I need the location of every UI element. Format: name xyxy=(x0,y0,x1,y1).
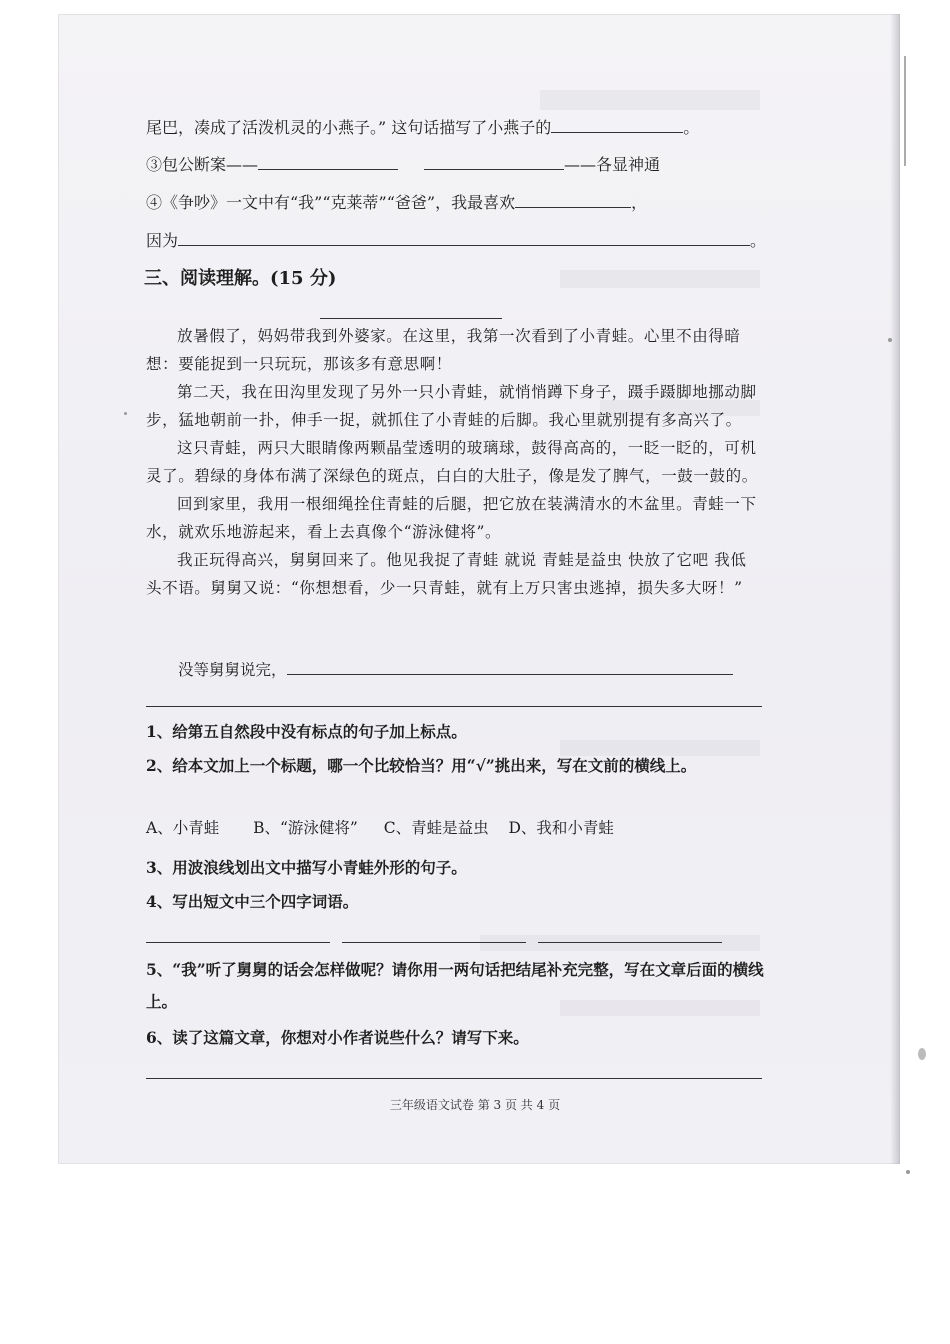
fill-line-1 xyxy=(146,115,699,138)
fill-line-4-start: 因为 xyxy=(146,231,179,250)
scan-scratch xyxy=(904,56,906,166)
reading-passage xyxy=(146,322,762,602)
bleed-through-mark xyxy=(560,270,760,288)
question-4: 4、写出短文中三个四字词语。 xyxy=(146,892,359,911)
question-1: 1、给第五自然段中没有标点的句子加上标点。 xyxy=(146,722,467,741)
answer-line-q6[interactable] xyxy=(146,1078,762,1079)
title-options xyxy=(146,816,614,838)
ending-blank-line[interactable] xyxy=(146,706,762,707)
passage-paragraph-5: 我正玩得高兴，舅舅回来了。他见我捉了青蛙 就说 青蛙是益虫 快放了它吧 我低头不语。舅舅又说：“你想想看，少一只青蛙，就有上万只害虫逃掉，损失多大呀！” xyxy=(146,551,747,597)
answer-blank[interactable] xyxy=(178,230,750,246)
bleed-through-mark xyxy=(480,935,760,951)
ending-blank[interactable] xyxy=(287,659,733,675)
question-6: 6、读了这篇文章，你想对小作者说些什么？请写下来。 xyxy=(146,1028,529,1047)
option-b[interactable]: B、“游泳健将” xyxy=(253,819,358,837)
passage-paragraph-3: 这只青蛙，两只大眼睛像两颗晶莹透明的玻璃球，鼓得高高的，一眨一眨的，可机灵了。碧绿的身体布满了深绿色的斑点，白白的大肚子，像是发了脾气，一鼓一鼓的。 xyxy=(146,439,758,485)
option-d[interactable]: D、我和小青蛙 xyxy=(508,819,614,837)
answer-blank[interactable] xyxy=(424,154,564,170)
scan-speck xyxy=(906,1170,910,1174)
answer-blank[interactable] xyxy=(551,117,683,133)
word-blank-1[interactable] xyxy=(146,942,330,943)
scan-speck xyxy=(124,412,127,415)
scan-speck xyxy=(888,338,892,342)
page-footer: 三年级语文试卷 第 3 页 共 4 页 xyxy=(389,1098,561,1112)
bleed-through-mark xyxy=(540,90,760,110)
passage-last-line xyxy=(146,658,733,680)
option-c[interactable]: C、青蛙是益虫 xyxy=(383,819,489,837)
passage-paragraph-1: 放暑假了，妈妈带我到外婆家。在这里，我第一次看到了小青蛙。心里不由得暗想：要能捉到一只玩玩，那该多有意思啊！ xyxy=(146,327,741,373)
fill-line-2-start: ③包公断案—— xyxy=(146,155,259,174)
fill-line-3-text: ④《争吵》一文中有“我”“克莱蒂”“爸爸”，我最喜欢 xyxy=(146,193,516,212)
fill-line-2-end: ——各显神通 xyxy=(564,155,661,174)
passage-paragraph-4: 回到家里，我用一根细绳拴住青蛙的后腿，把它放在装满清水的木盆里。青蛙一下水，就欢乐地游起来，看上去真像个“游泳健将”。 xyxy=(146,495,757,541)
word-blank-2[interactable] xyxy=(342,942,526,943)
fill-line-4-end: 。 xyxy=(750,231,767,250)
page-edge-shadow xyxy=(890,14,900,1164)
answer-blank[interactable] xyxy=(515,192,631,208)
fill-line-2 xyxy=(146,152,660,175)
question-2: 2、给本文加上一个标题，哪一个比较恰当？用“√”挑出来，写在文前的横线上。 xyxy=(146,756,697,775)
option-a[interactable]: A、小青蛙 xyxy=(146,819,220,837)
passage-title-blank[interactable] xyxy=(320,318,502,319)
word-blank-3[interactable] xyxy=(538,942,722,943)
passage-last-text: 没等舅舅说完， xyxy=(178,661,287,679)
fill-line-3 xyxy=(146,190,647,213)
question-5: 5、“我”听了舅舅的话会怎样做呢？请你用一两句话把结尾补充完整，写在文章后面的横线上。 xyxy=(146,960,764,1011)
fill-line-3-end: ， xyxy=(631,193,648,212)
fill-line-4 xyxy=(146,228,766,251)
fill-line-1-text: 尾巴，凑成了活泼机灵的小燕子。” 这句话描写了小燕子的 xyxy=(146,118,552,137)
answer-blank[interactable] xyxy=(258,154,398,170)
passage-paragraph-2: 第二天，我在田沟里发现了另外一只小青蛙，就悄悄蹲下身子，蹑手蹑脚地挪动脚步，猛地朝前一扑，伸手一捉，就抓住了小青蛙的后脚。我心里就别提有多高兴了。 xyxy=(146,383,757,429)
fill-line-1-end: 。 xyxy=(683,118,700,137)
scan-speck xyxy=(918,1048,926,1060)
section-title: 三、阅读理解。(15 分) xyxy=(144,268,337,289)
question-3: 3、用波浪线划出文中描写小青蛙外形的句子。 xyxy=(146,858,467,877)
